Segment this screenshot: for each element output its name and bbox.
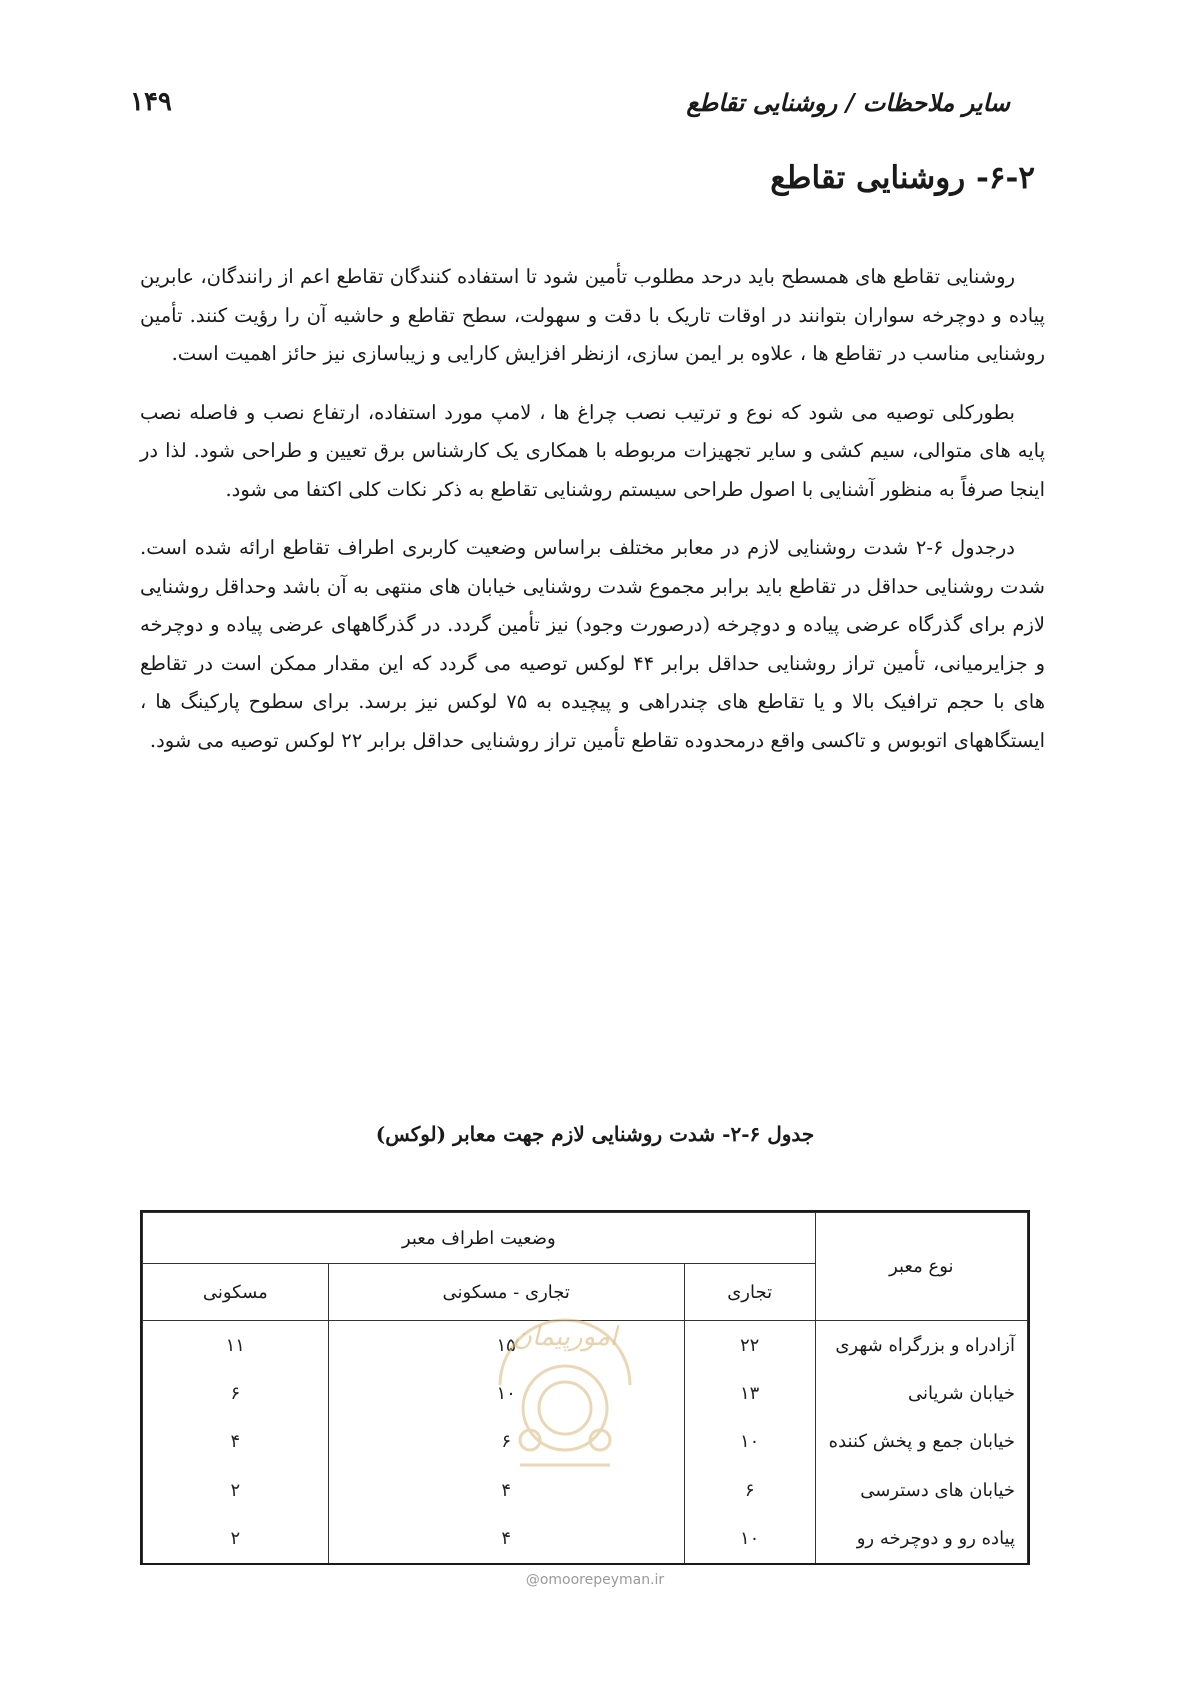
road-type-cell: خیابان های دسترسی — [815, 1466, 1027, 1514]
value-cell: ۲۲ — [684, 1321, 815, 1370]
lux-table-frame — [140, 1210, 1030, 1565]
road-type-cell: خیابان جمع و پخش کننده — [815, 1418, 1027, 1466]
value-cell: ۲ — [143, 1466, 329, 1514]
table-row — [143, 1515, 1028, 1563]
running-header — [130, 82, 1010, 122]
paragraph-2: بطورکلی توصیه می شود که نوع و ترتیب نصب چراغ ها ، لامپ مورد استفاده، ارتفاع نصب و فاصله نصب پایه های متوالی، سیم کشی و سایر تجهیزات مربوطه با همکاری یک کارشناس برق تعیین و طراحی شود. لذا در اینجا صرفاً به منظور آشنایی با اصول طراحی سیستم روشنایی تقاطع به ذکر نکات کلی اکتفا می شود. — [140, 400, 1045, 501]
table-row — [143, 1369, 1028, 1417]
value-cell: ۱۵ — [328, 1321, 684, 1370]
page-number: ۱۴۹ — [130, 87, 172, 117]
value-cell: ۱۱ — [143, 1321, 329, 1370]
section-title: ۶-۲- روشنایی تقاطع — [770, 160, 1035, 196]
col-group-header: وضعیت اطراف معبر — [143, 1213, 816, 1264]
table-row — [143, 1321, 1028, 1370]
col-header-residential: مسکونی — [143, 1264, 329, 1321]
value-cell: ۱۰ — [684, 1515, 815, 1563]
road-type-cell: خیابان شریانی — [815, 1369, 1027, 1417]
paragraph-1: روشنایی تقاطع های همسطح باید درحد مطلوب تأمین شود تا استفاده کنندگان تقاطع اعم از رانندگان، عابرین پیاده و دوچرخه سواران بتوانند در اوقات تاریک با دقت و سهولت، سطح تقاطع و حاشیه آن را رؤیت کنند. تأمین روشنایی مناسب در تقاطع ها ، علاوه بر ایمن سازی، ازنظر افزایش کارایی و زیباسازی نیز حائز اهمیت است. — [140, 265, 1045, 365]
value-cell: ۱۰ — [328, 1369, 684, 1417]
value-cell: ۱۳ — [684, 1369, 815, 1417]
col-header-road-type: نوع معبر — [815, 1213, 1027, 1321]
value-cell: ۶ — [143, 1369, 329, 1417]
road-type-cell: آزادراه و بزرگراه شهری — [815, 1321, 1027, 1370]
value-cell: ۶ — [328, 1418, 684, 1466]
col-header-commercial-residential: تجاری - مسکونی — [328, 1264, 684, 1321]
value-cell: ۲ — [143, 1515, 329, 1563]
value-cell: ۴ — [143, 1418, 329, 1466]
table-header-row — [143, 1213, 1028, 1264]
table-row — [143, 1418, 1028, 1466]
watermark-seal-text: امورپیمان — [512, 1322, 618, 1352]
body-text — [140, 258, 1045, 780]
value-cell: ۴ — [328, 1466, 684, 1514]
road-type-cell: پیاده رو و دوچرخه رو — [815, 1515, 1027, 1563]
value-cell: ۱۰ — [684, 1418, 815, 1466]
watermark-url: @omoorepeyman.ir — [525, 1572, 665, 1588]
value-cell: ۶ — [684, 1466, 815, 1514]
running-title: سایر ملاحظات / روشنایی تقاطع — [686, 87, 1010, 117]
lux-table — [142, 1212, 1028, 1563]
value-cell: ۴ — [328, 1515, 684, 1563]
col-header-commercial: تجاری — [684, 1264, 815, 1321]
table-caption: جدول ۶-۲- شدت روشنایی لازم جهت معابر (لوکس) — [375, 1122, 815, 1146]
table-row — [143, 1466, 1028, 1514]
paragraph-3: درجدول ۶-۲ شدت روشنایی لازم در معابر مختلف براساس وضعیت کاربری اطراف تقاطع ارائه شده است. شدت روشنایی حداقل در تقاطع باید برابر مجموع شدت روشنایی خیابان های منتهی به آن باشد وحداقل روشنایی لازم برای گذرگاه عرضی پیاده و دوچرخه (درصورت وجود) نیز تأمین گردد. در گذرگاههای عرضی پیاده و دوچرخه و جزایرمیانی، تأمین تراز روشنایی حداقل برابر ۴۴ لوکس توصیه می گردد که این مقدار ممکن است در تقاطع های با حجم ترافیک بالا و یا تقاطع های چندراهی و پیچیده به ۷۵ لوکس نیز برسد. برای سطوح پارکینگ ها ، ایستگاههای اتوبوس و تاکسی واقع درمحدوده تقاطع تأمین تراز روشنایی حداقل برابر ۲۲ لوکس توصیه می شود. — [140, 536, 1045, 752]
